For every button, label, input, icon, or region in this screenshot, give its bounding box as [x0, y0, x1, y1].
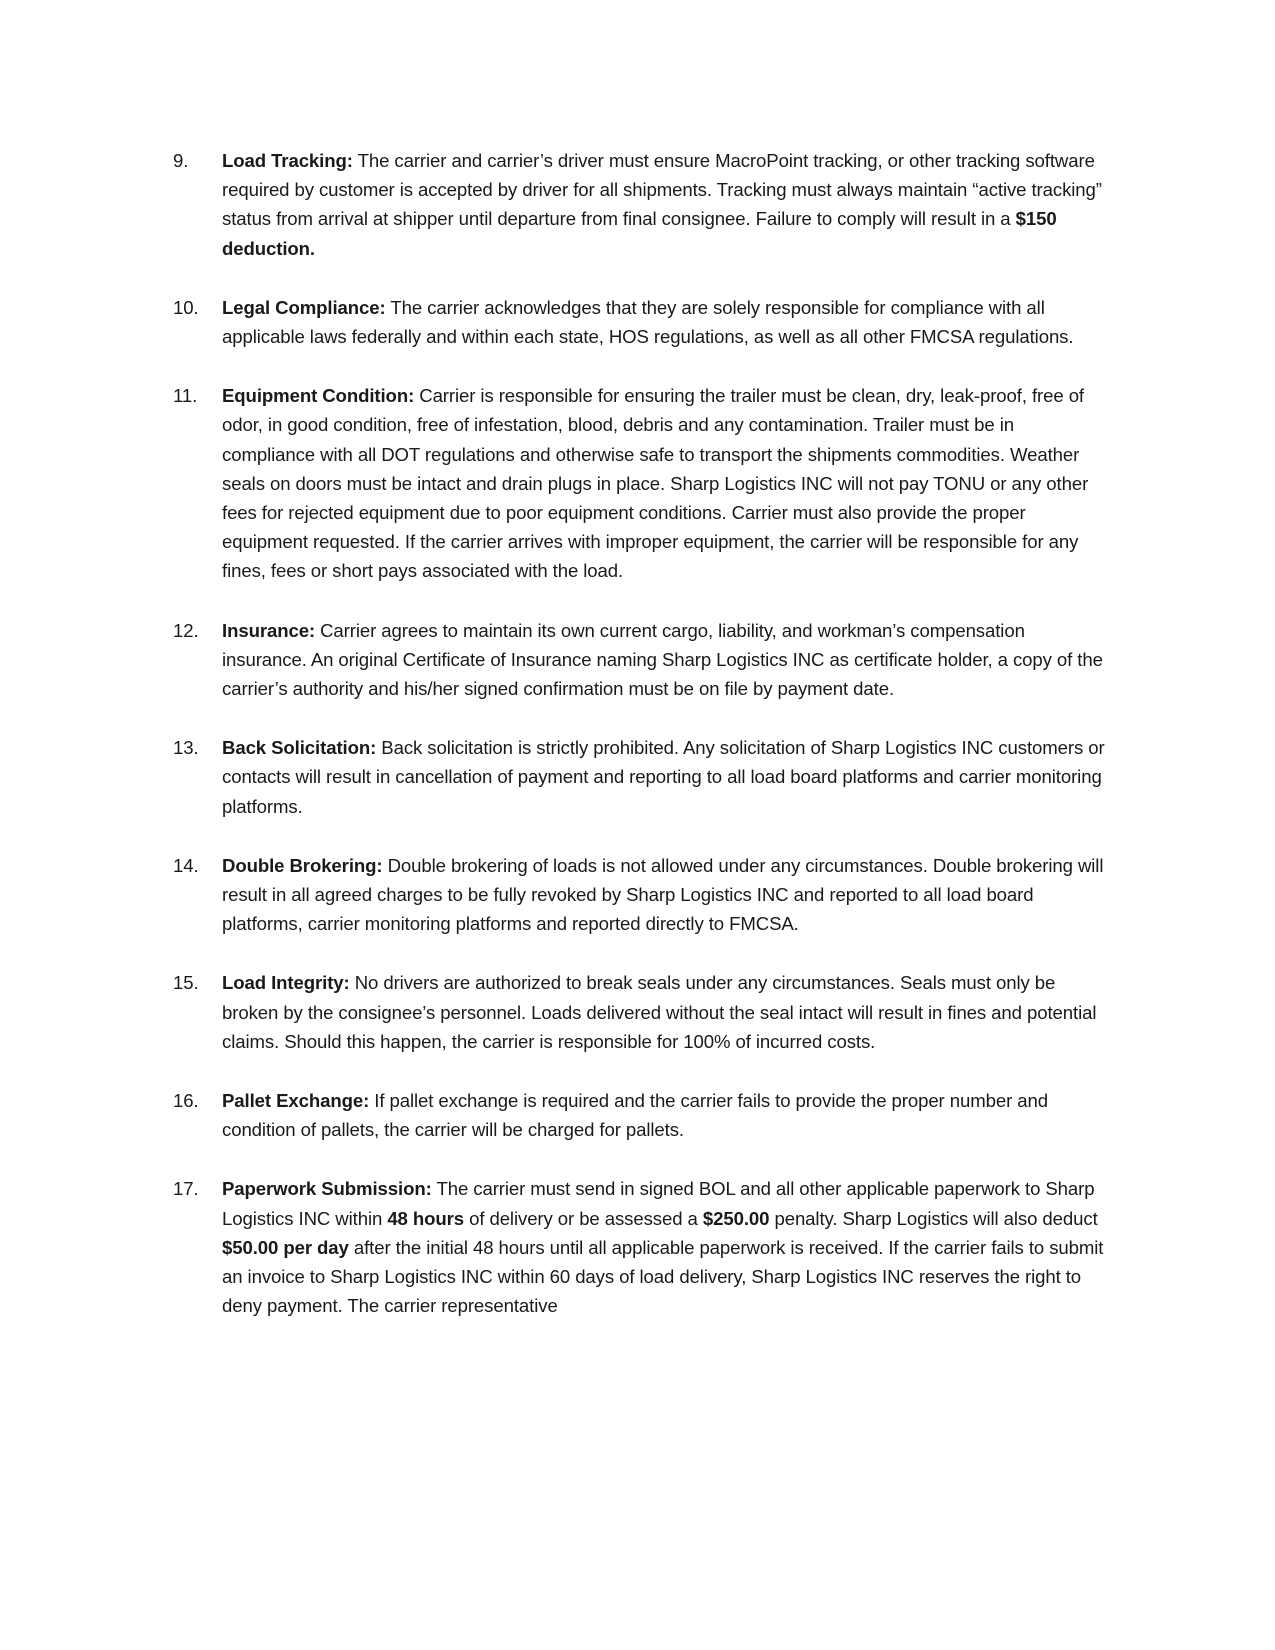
clause-emphasis: $250.00	[702, 1207, 770, 1229]
clause-title: Load Tracking:	[222, 150, 353, 171]
clause-text: Double brokering of loads is not allowed under any circumstances. Double brokering will result in all agreed charges to be fully revoked by Sharp Logistics INC and reported to all load board platforms, carrier monitoring platforms and reported directly to FMCSA.	[222, 854, 1104, 935]
clause-number: 15.	[173, 972, 199, 994]
clause-title: Insurance:	[222, 619, 316, 641]
clause-text: after the initial 48 hours until all applicable paperwork is received. If the carrier fails to submit an invoice to Sharp Logistics INC within 60 days of load delivery, Sharp Logistics INC reserves the right to deny payment. The carrier representative	[222, 1236, 1104, 1317]
clause-item	[173, 851, 1108, 939]
clause-number: 14.	[173, 854, 199, 876]
clause-title: Double Brokering:	[222, 854, 383, 876]
clause-title: Back Solicitation:	[222, 737, 377, 759]
clause-item	[173, 1174, 1108, 1320]
clause-number: 9.	[173, 150, 189, 171]
clause-item	[173, 146, 1108, 263]
clause-number: 17.	[173, 1178, 199, 1200]
clause-emphasis: 48 hours	[387, 1207, 465, 1229]
clause-number: 12.	[173, 619, 199, 641]
clause-emphasis: $50.00 per day	[222, 1236, 349, 1258]
clause-text: Carrier agrees to maintain its own current cargo, liability, and workman’s compensation insurance. An original Certificate of Insurance naming Sharp Logistics INC as certificate holder, a copy of the carrier’s authority and his/her signed confirmation must be on file by payment date.	[222, 619, 1103, 700]
clause-text: of delivery or be assessed a	[464, 1207, 703, 1229]
clause-number: 16.	[173, 1090, 199, 1112]
clause-text: penalty. Sharp Logistics will also deduct	[769, 1207, 1098, 1229]
clause-text: The carrier and carrier’s driver must ensure MacroPoint tracking, or other tracking software required by customer is accepted by driver for all shipments. Tracking must always maintain “active tracking” status from arrival at shipper until departure from final consignee. Failure to comply will result in a	[222, 150, 1102, 230]
clause-number: 11.	[173, 385, 198, 407]
clause-text: Back solicitation is strictly prohibited. Any solicitation of Sharp Logistics INC customers or contacts will result in cancellation of payment and reporting to all load board platforms and carrier monitoring platforms.	[222, 737, 1105, 817]
clause-item	[173, 616, 1108, 704]
clause-title: Pallet Exchange:	[222, 1090, 370, 1112]
clause-number: 13.	[173, 737, 199, 759]
clause-item	[173, 293, 1108, 351]
clause-item	[173, 733, 1108, 821]
clause-item	[173, 1086, 1108, 1144]
clause-title: Equipment Condition:	[222, 385, 415, 407]
clause-item	[173, 381, 1108, 585]
clause-number: 10.	[173, 296, 199, 318]
clause-emphasis: $150 deduction.	[222, 208, 1057, 259]
clause-text: If pallet exchange is required and the carrier fails to provide the proper number and condition of pallets, the carrier will be charged for pallets.	[222, 1090, 1048, 1141]
clause-item	[173, 968, 1108, 1056]
clause-text: The carrier acknowledges that they are solely responsible for compliance with all applicable laws federally and within each state, HOS regulations, as well as all other FMCSA regulations.	[222, 296, 1074, 348]
clause-title: Load Integrity:	[222, 972, 350, 994]
clause-text: Carrier is responsible for ensuring the trailer must be clean, dry, leak-proof, free of odor, in good condition, free of infestation, blood, debris and any contamination. Trailer must be in compliance with all DOT regulations and otherwise safe to transport the shipments commodities. Weather seals on doors must be intact and drain plugs in place. Sharp Logistics INC will not pay TONU or any other fees for rejected equipment due to poor equipment conditions. Carrier must also provide the proper equipment requested. If the carrier arrives with improper equipment, the carrier will be responsible for any fines, fees or short pays associated with the load.	[222, 385, 1089, 582]
clause-title: Legal Compliance:	[222, 296, 386, 318]
terms-list	[173, 146, 1108, 1351]
clause-title: Paperwork Submission:	[222, 1178, 432, 1200]
clause-text: The carrier must send in signed BOL and all other applicable paperwork to Sharp Logistics INC within	[222, 1178, 1095, 1229]
clause-text: No drivers are authorized to break seals under any circumstances. Seals must only be broken by the consignee’s personnel. Loads delivered without the seal intact will result in fines and potential claims. Should this happen, the carrier is responsible for 100% of incurred costs.	[222, 972, 1097, 1052]
